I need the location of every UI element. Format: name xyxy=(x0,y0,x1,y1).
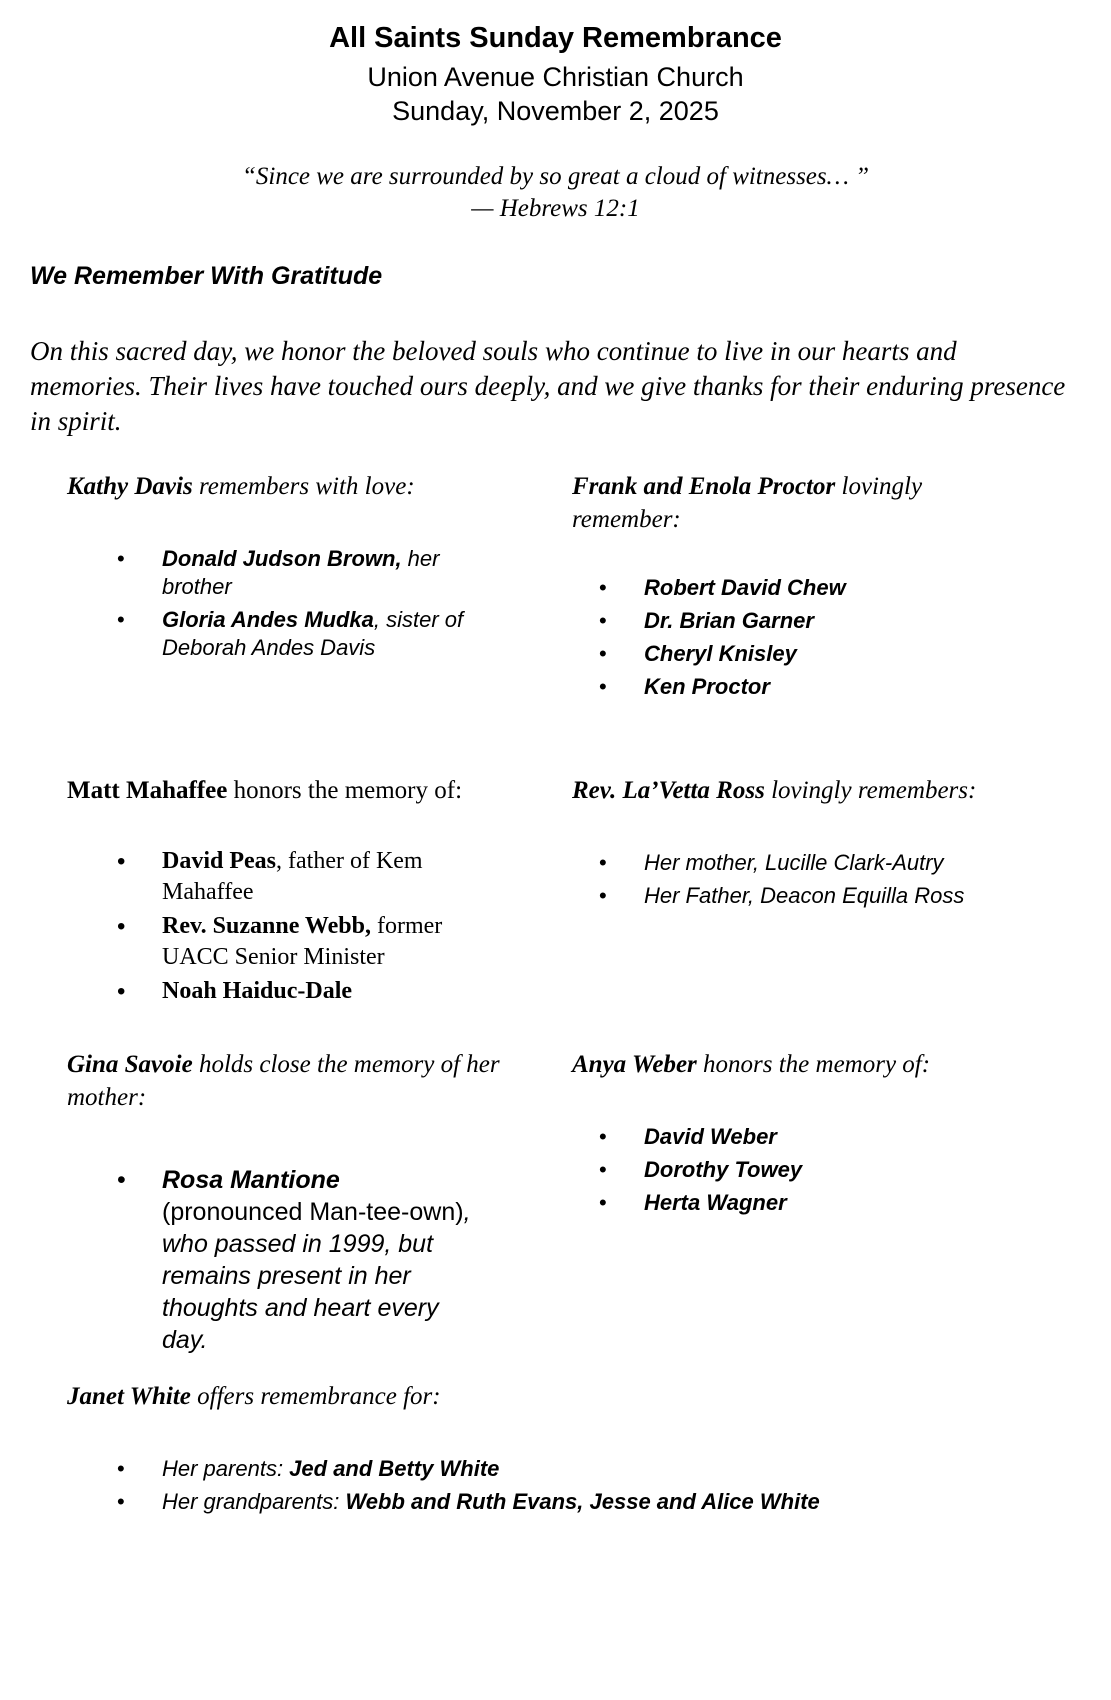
relation: , who passed in 1999, but remains present in her thoughts and heart every day. xyxy=(162,1198,471,1354)
pronunciation: (pronounced Man-tee-own) xyxy=(162,1198,464,1226)
relation: , sister of Deborah Andes Davis xyxy=(162,607,464,660)
list-item xyxy=(117,911,487,973)
dedicator-text: holds close the memory of her mother: xyxy=(67,1051,500,1111)
remembered-name: David Peas xyxy=(162,848,276,874)
list-item xyxy=(117,606,477,662)
list-item: • Herta Wagner xyxy=(599,1189,1032,1217)
gina-savoie-block xyxy=(67,1048,527,1356)
dedicator-text: honors the memory of: xyxy=(696,1051,931,1078)
remembered-list xyxy=(117,545,477,662)
kathy-davis-block xyxy=(67,470,537,667)
dedicator-text: lovingly remember: xyxy=(572,473,923,533)
remembered-list xyxy=(117,1455,1067,1516)
remembered-name: Donald Judson Brown, xyxy=(162,546,402,571)
remembered-name: Rev. Suzanne Webb, xyxy=(162,913,371,939)
service-date: Sunday, November 2, 2025 xyxy=(392,96,719,126)
remembered-list xyxy=(599,574,1012,701)
dedicator-line xyxy=(67,1380,1067,1413)
list-item: • Dr. Brian Garner xyxy=(599,607,1012,635)
list-item xyxy=(117,1455,1067,1483)
dedicator-line xyxy=(572,470,1012,536)
remembered-name: Webb and Ruth Evans, Jesse and Alice White xyxy=(345,1489,820,1514)
dedicator-name: Kathy Davis xyxy=(67,473,193,500)
list-item: • Cheryl Knisley xyxy=(599,640,1012,668)
list-item: • Her mother, Lucille Clark-Autry xyxy=(599,849,1072,877)
scripture-quote: “Since we are surrounded by so great a cloud of witnesses… ” xyxy=(241,163,870,190)
dedicator-line xyxy=(67,1048,527,1114)
dedicator-name: Gina Savoie xyxy=(67,1051,193,1078)
dedicator-line xyxy=(572,1048,1032,1081)
list-item xyxy=(117,976,487,1007)
relation-label: Her grandparents: xyxy=(162,1489,346,1514)
anya-weber-block xyxy=(572,1048,1032,1222)
dedicator-line xyxy=(67,470,537,503)
remembered-name: Noah Haiduc-Dale xyxy=(162,978,353,1004)
dedicator-name: Frank and Enola Proctor xyxy=(572,473,836,500)
dedicator-name: Matt Mahaffee xyxy=(67,777,228,804)
matt-mahaffee-block xyxy=(67,774,537,1010)
page-title: All Saints Sunday Remembrance xyxy=(329,22,782,54)
janet-white-block xyxy=(67,1380,1067,1521)
remembered-name: Rosa Mantione xyxy=(162,1166,340,1194)
dedicator-line xyxy=(67,774,537,807)
ross-block xyxy=(572,774,1072,915)
relation: , father of Kem Mahaffee xyxy=(162,848,423,905)
remembered-list xyxy=(599,849,1072,910)
intro-paragraph: On this sacred day, we honor the beloved souls who continue to live in our hearts and memories. Their lives have touched ours deeply, and we give thanks for their enduring presence in spirit. xyxy=(30,336,1066,436)
section-heading: We Remember With Gratitude xyxy=(30,262,383,290)
remembered-name: Jed and Betty White xyxy=(289,1456,500,1481)
list-item xyxy=(117,846,487,908)
list-item xyxy=(117,1488,1067,1516)
list-item: • Her Father, Deacon Equilla Ross xyxy=(599,882,1072,910)
relation-label: Her parents: xyxy=(162,1456,290,1481)
list-item: • Dorothy Towey xyxy=(599,1156,1032,1184)
dedicator-name: Janet White xyxy=(67,1383,191,1410)
remembered-list xyxy=(599,1123,1032,1217)
dedicator-text: offers remembrance for: xyxy=(190,1383,441,1410)
remembered-name: Gloria Andes Mudka xyxy=(162,607,374,632)
list-item xyxy=(117,545,477,601)
relation: former UACC Senior Minister xyxy=(162,913,443,970)
proctor-block xyxy=(572,470,1012,706)
dedicator-line xyxy=(572,774,1072,807)
dedicator-name: Rev. La’Vetta Ross xyxy=(572,777,765,804)
remembered-list xyxy=(117,1164,487,1356)
dedicator-text: lovingly remembers: xyxy=(764,777,977,804)
dedicator-text: remembers with love: xyxy=(192,473,415,500)
list-item: • David Weber xyxy=(599,1123,1032,1151)
dedicator-name: Anya Weber xyxy=(572,1051,697,1078)
dedicator-text: honors the memory of: xyxy=(227,777,463,804)
remembered-list xyxy=(117,846,487,1007)
list-item: • Robert David Chew xyxy=(599,574,1012,602)
church-name: Union Avenue Christian Church xyxy=(367,62,744,92)
list-item: • Ken Proctor xyxy=(599,673,1012,701)
list-item xyxy=(117,1164,487,1356)
scripture-reference: — Hebrews 12:1 xyxy=(471,195,640,222)
relation: her brother xyxy=(162,546,440,599)
